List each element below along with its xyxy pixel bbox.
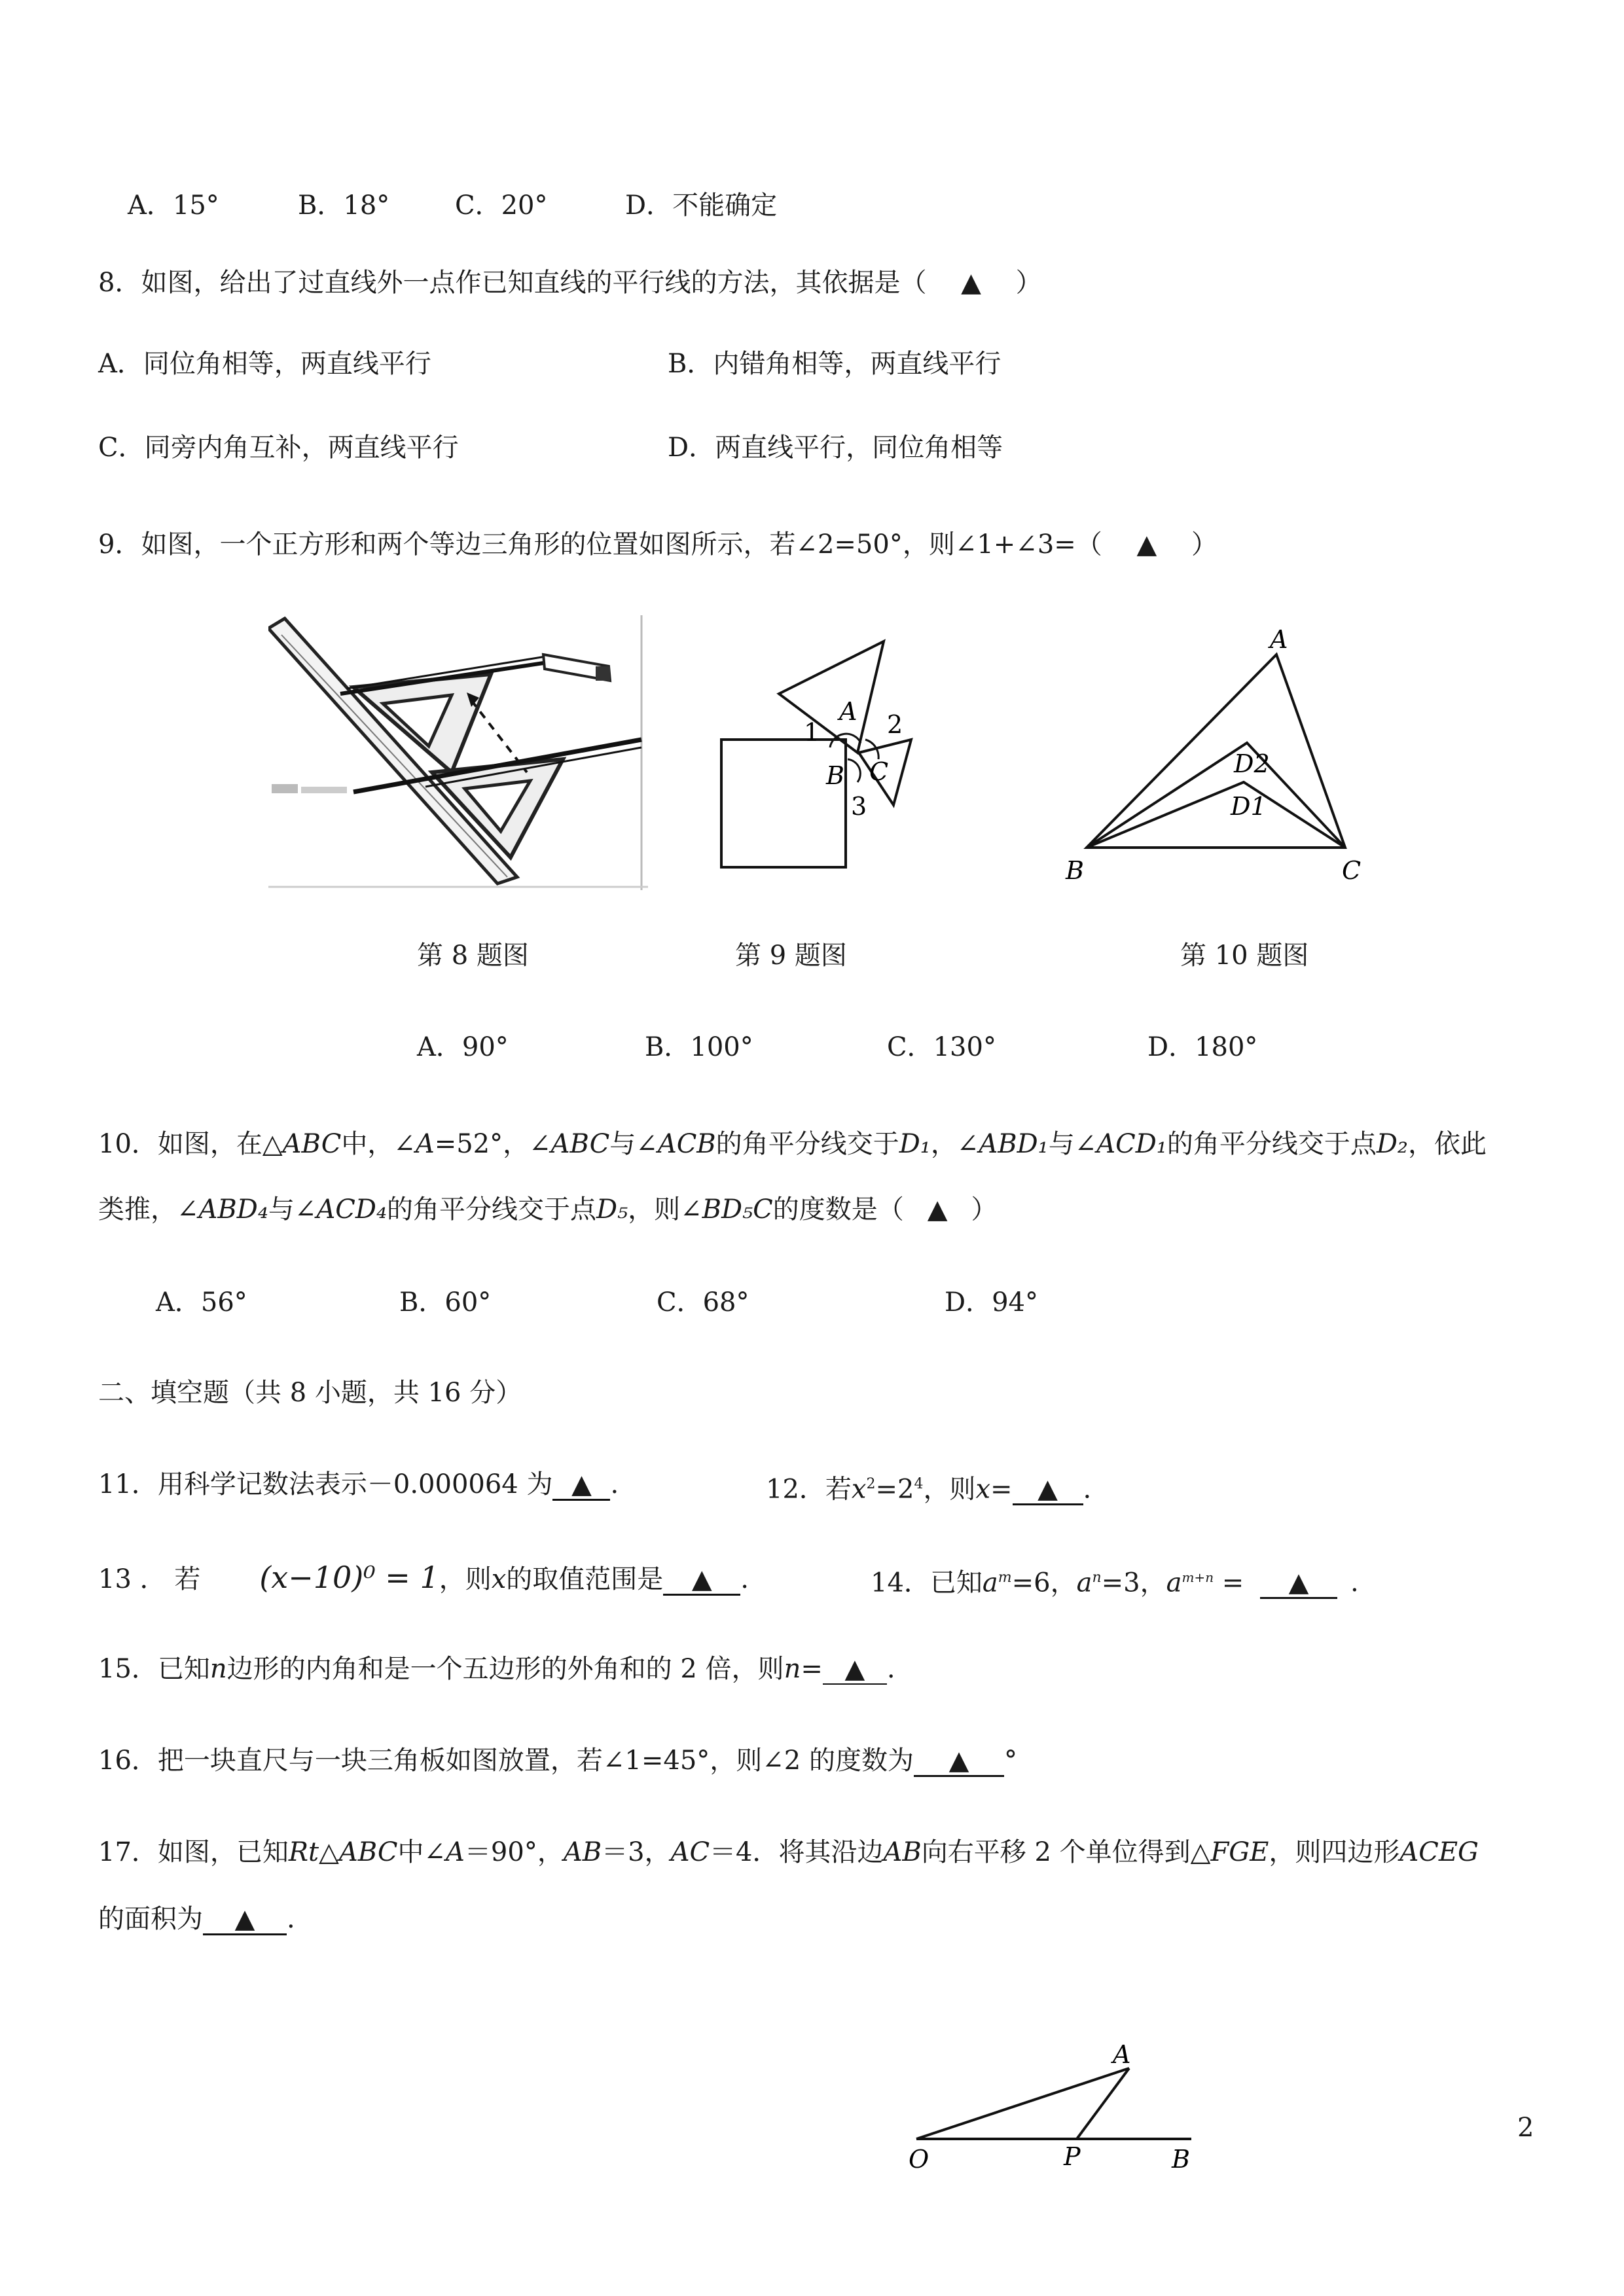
q10-line-1 [98,1126,1487,1162]
q10-answer-mark: ▲ [927,1194,948,1225]
q10-text: ，依此 [1407,1129,1487,1159]
q17-var: AC [670,1837,710,1867]
fig17-label-b: B [1172,2145,1190,2173]
q10-var: ACD₁ [1096,1129,1167,1159]
q15-text: = [801,1654,823,1684]
figure-bottom-triangle [903,2042,1204,2173]
q12-text: =2 [875,1474,914,1505]
q17-text: 的面积为 [98,1904,203,1934]
q9-option-c: C．130° [887,1032,996,1062]
q13-text: 13 ． 若 [98,1564,201,1594]
fig9-label-2: 2 [887,710,903,739]
q17-end: . [287,1904,295,1934]
q8-option-d: D．两直线平行，同位角相等 [668,433,1003,463]
q14-text: 14．已知 [871,1568,983,1598]
q14-exponent: n [1092,1570,1102,1586]
q8-option-c: C．同旁内角互补，两直线平行 [98,433,459,463]
q14-exponent: m+n [1182,1570,1214,1585]
q17-var: FGE [1210,1837,1269,1867]
q10-var: D₂ [1376,1129,1408,1159]
q10-text: 与∠ [1048,1129,1097,1159]
q10-var: ACB [657,1129,716,1159]
q12-var: x [975,1474,990,1505]
q17-var: ACEG [1399,1837,1479,1867]
fig9-label-c: C [869,757,889,786]
q12-answer-blank: ▲ [1013,1475,1083,1505]
q15-text: 15．已知 [98,1654,210,1684]
q14-text: = [1214,1568,1253,1598]
q15-answer-blank: ▲ [823,1655,887,1685]
q10-var: D₅ [596,1194,628,1225]
q17-var: AB [563,1837,602,1867]
figure-10-caption: 第 10 题图 [1180,941,1309,971]
q12-text: 12．若 [766,1474,852,1505]
q10-text: ） [971,1194,998,1225]
q10-option-d: D．94° [945,1287,1038,1318]
q9-option-d: D．180° [1147,1032,1258,1062]
q17-text: ＝3， [602,1837,671,1867]
q17-text: △ [319,1837,339,1867]
q12-end: . [1083,1474,1092,1505]
fig9-label-1: 1 [804,718,820,747]
q12-text: = [990,1474,1013,1505]
q17-text: ，则四边形 [1269,1837,1400,1867]
figure-9 [720,628,916,884]
fig17-label-o: O [909,2145,929,2173]
figure-9-caption: 第 9 题图 [735,941,847,971]
q10-text: 类推，∠ [98,1194,199,1225]
q12-exponent: 2 [866,1476,876,1492]
q7-option-c: C．20° [455,190,548,221]
q10-option-a: A．56° [156,1287,247,1318]
q15-end: . [886,1654,895,1684]
q8-option-a: A．同位角相等，两直线平行 [98,349,431,379]
q13-expression: (x−10)⁰ = 1 [259,1560,439,1595]
q14-end: . [1350,1568,1359,1598]
q9-stem [98,526,1218,563]
q10-var: D₁ [899,1129,931,1159]
q15-text: 边形的内角和是一个五边形的外角和的 2 倍，则 [226,1654,784,1684]
q10-line-2 [98,1191,998,1228]
q15-var: n [209,1654,227,1684]
q10-text: 中，∠ [341,1129,416,1159]
q17-line-1 [98,1834,1479,1871]
q17-var: ABC [338,1837,398,1867]
q15-var: n [784,1654,801,1684]
q16 [98,1742,1017,1779]
q10-var: BD₅C [702,1194,773,1225]
q12-var: x [851,1474,867,1505]
figure-10 [1054,625,1368,893]
q17-line-2 [98,1901,295,1937]
fig9-label-b: B [826,761,844,790]
q14-var: a [1166,1568,1182,1598]
fig9-label-a: A [839,697,857,726]
q14-answer-blank: ▲ [1260,1568,1337,1599]
q17-text: 中∠ [397,1837,446,1867]
figure-8 [268,615,648,890]
q17-var: AB [883,1837,922,1867]
q9-answer-mark: ▲ [1136,529,1157,560]
q8-option-b: B．内错角相等，两直线平行 [668,349,1001,379]
q10-text: 的角平分线交于 [715,1129,899,1159]
fig10-label-d2: D2 [1234,749,1270,778]
q8-stem [98,264,1042,301]
q13-end: . [740,1564,749,1594]
q10-var: ABD₁ [979,1129,1049,1159]
q12-text: ，则 [923,1474,976,1505]
q10-text: 的度数是（ [772,1194,904,1225]
q8-stem-end: ） [1015,268,1042,298]
q9-stem-text: 9．如图，一个正方形和两个等边三角形的位置如图所示，若∠2=50°，则∠1+∠3=（ [98,529,1102,560]
q13-text: 的取值范围是 [506,1564,664,1594]
q9-option-b: B．100° [645,1032,753,1062]
q10-var: ACD₄ [316,1194,388,1225]
q10-text: 与∠ [609,1129,658,1159]
q10-text: 与∠ [268,1194,317,1225]
q7-option-a: A．15° [128,190,219,221]
q12 [766,1466,1091,1507]
q17-var: Rt [288,1837,319,1867]
q17-answer-blank: ▲ [203,1905,287,1935]
fig10-label-c: C [1342,856,1362,885]
fig9-label-3: 3 [851,792,867,821]
q13-answer-blank: ▲ [663,1565,740,1596]
q17-text: 向右平移 2 个单位得到△ [921,1837,1211,1867]
fig10-label-a: A [1270,625,1288,654]
q11-text: 11．用科学记数法表示－0.000064 为 [98,1469,553,1499]
figure-8-caption: 第 8 题图 [417,941,529,971]
q14-text: =6， [1011,1568,1077,1598]
fig10-label-b: B [1066,856,1084,885]
q10-text: 的角平分线交于点 [387,1194,597,1225]
q14-text: =3， [1101,1568,1166,1598]
q13-text: ，则 [439,1564,492,1594]
q8-stem-text: 8．如图，给出了过直线外一点作已知直线的平行线的方法，其依据是（ [98,268,927,298]
q14-var: a [982,1568,998,1598]
q10-text: 的角平分线交于点 [1166,1129,1377,1159]
fig17-label-a: A [1113,2042,1131,2069]
q14-exponent: m [998,1570,1012,1586]
q10-option-b: B．60° [399,1287,492,1318]
q14 [871,1559,1359,1601]
q7-option-b: B．18° [298,190,390,221]
q12-exponent: 4 [914,1476,924,1492]
q17-text: ＝90°， [464,1837,564,1867]
q8-answer-mark: ▲ [961,268,981,298]
q13-var: x [491,1564,507,1594]
q16-answer-blank: ▲ [914,1746,1004,1777]
q10-var: ABD₄ [198,1194,268,1225]
fig17-label-p: P [1064,2142,1081,2171]
q16-text: 16．把一块直尺与一块三角板如图放置，若∠1=45°，则∠2 的度数为 [98,1746,914,1776]
q15 [98,1651,895,1687]
q10-text: 10．如图，在△ [98,1129,283,1159]
section-2-heading: 二、填空题（共 8 小题，共 16 分） [98,1378,522,1408]
page-number: 2 [1517,2113,1534,2143]
q10-text: ，∠ [930,1129,979,1159]
q14-var: a [1076,1568,1092,1598]
q9-option-a: A．90° [417,1032,509,1062]
q16-end: ° [1003,1746,1017,1776]
q17-text: 17．如图，已知 [98,1837,289,1867]
fig10-label-d1: D1 [1231,792,1267,821]
q10-var: ABC [550,1129,610,1159]
q10-text: =52°，∠ [434,1129,551,1159]
q11 [98,1466,619,1503]
q7-option-d: D．不能确定 [625,190,778,221]
q17-text: ＝4．将其沿边 [710,1837,884,1867]
q10-option-c: C．68° [657,1287,749,1318]
q10-var: ABC [282,1129,342,1159]
q11-answer-blank: ▲ [552,1470,610,1501]
q9-stem-end: ） [1191,529,1218,560]
q13 [98,1559,749,1598]
q11-end: . [610,1469,619,1499]
q17-var: A [446,1837,465,1867]
q10-var: A [415,1129,435,1159]
q10-text: ，则∠ [628,1194,702,1225]
